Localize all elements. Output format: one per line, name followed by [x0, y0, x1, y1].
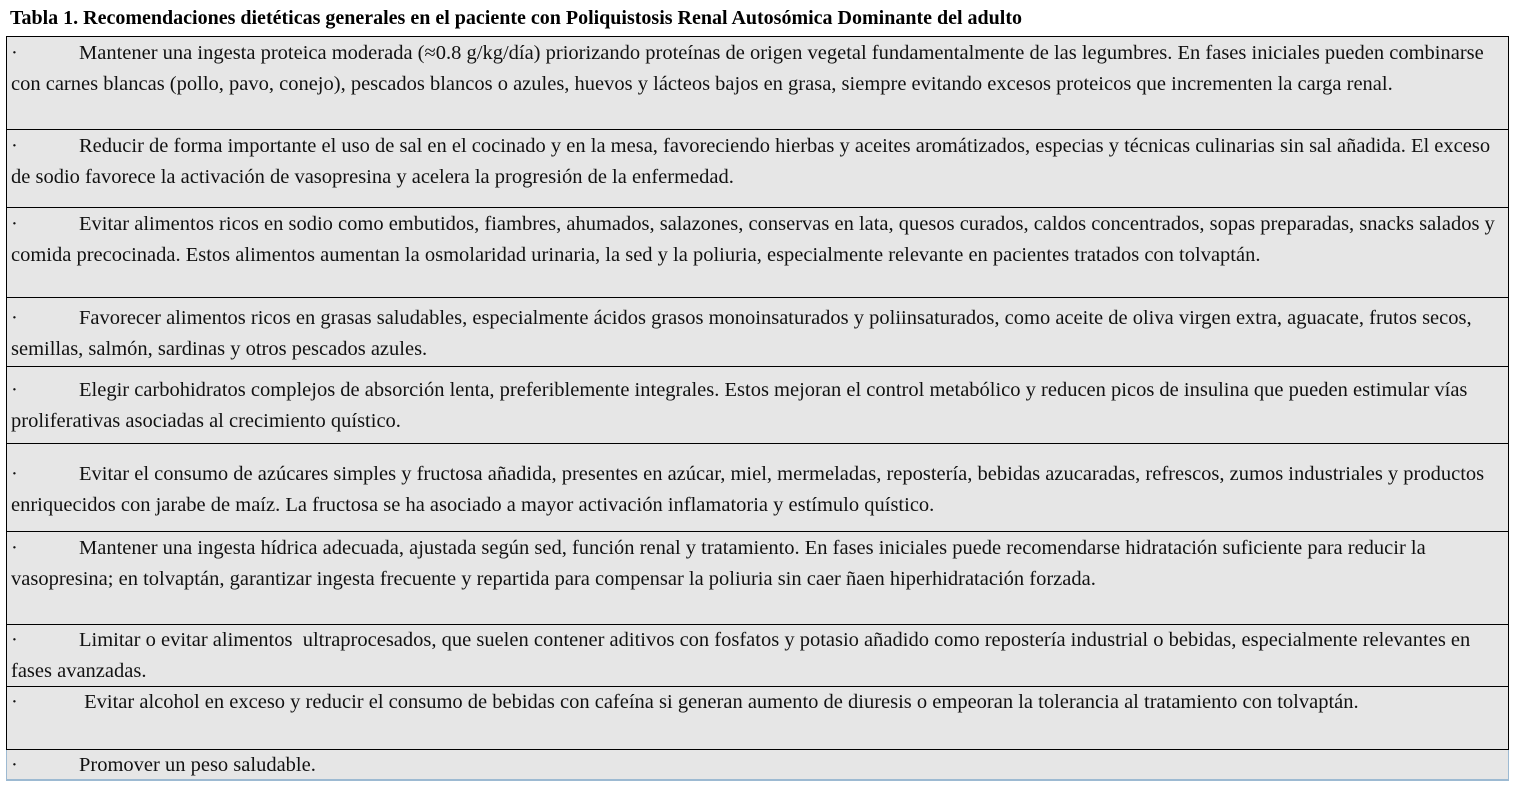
- bullet: ·: [11, 379, 18, 401]
- bullet: ·: [11, 537, 18, 559]
- row-text: Evitar alimentos ricos en sodio como embutidos, fiambres, ahumados, salazones, conservas en lata, quesos curados, caldos concentrados, sopas preparadas, snacks salados y comida precocinada. Estos alimentos aumentan la osmolaridad urinaria, la sed y la poliuria, especialmente relevante en pacientes tratados con tolvaptán.: [11, 213, 1495, 266]
- table-row: [6, 687, 1509, 750]
- row-text: Favorecer alimentos ricos en grasas saludables, especialmente ácidos grasos monoinsaturados y poliinsaturados, como aceite de oliva virgen extra, aguacate, frutos secos, semillas, salmón, sardinas y otros pescados azules.: [11, 307, 1472, 360]
- table-row: [6, 37, 1509, 130]
- table-row: [6, 532, 1509, 625]
- row-text: Elegir carbohidratos complejos de absorción lenta, preferiblemente integrales. Estos mejoran el control metabólico y reducen picos de insulina que pueden estimular vías proliferativas asociadas al crecimiento quístico.: [11, 379, 1468, 432]
- table-row: [6, 298, 1509, 367]
- table-row: [6, 750, 1509, 781]
- table-row: [6, 130, 1509, 208]
- row-text: Mantener una ingesta proteica moderada (≈0.8 g/kg/día) priorizando proteínas de origen vegetal fundamentalmente de las legumbres. En fases iniciales pueden combinarse con carnes blancas (pollo, pavo, conejo), pescados blancos o azules, huevos y lácteos bajos en grasa, siempre evitando excesos proteicos que incrementen la carga renal.: [11, 42, 1484, 95]
- recommendations-table: [6, 36, 1509, 781]
- row-text: Mantener una ingesta hídrica adecuada, ajustada según sed, función renal y tratamiento. En fases iniciales puede recomendarse hidratación suficiente para reducir la vasopresina; en tolvaptán, garantizar ingesta frecuente y repartida para compensar la poliuria sin caer ñaen hiperhidratación forzada.: [11, 537, 1426, 590]
- bullet: ·: [11, 135, 18, 157]
- row-text: Promover un peso saludable.: [79, 754, 316, 776]
- bullet: ·: [11, 691, 18, 713]
- bullet: ·: [11, 629, 18, 651]
- table-row: [6, 208, 1509, 298]
- bullet: ·: [11, 754, 18, 776]
- bullet: ·: [11, 213, 18, 235]
- table-row: [6, 625, 1509, 687]
- row-text: Reducir de forma importante el uso de sal en el cocinado y en la mesa, favoreciendo hierbas y aceites aromátizados, especias y técnicas culinarias sin sal añadida. El exceso de sodio favorece la activación de vasopresina y acelera la progresión de la enfermedad.: [11, 135, 1491, 188]
- table-row: [6, 367, 1509, 444]
- row-text: Evitar alcohol en exceso y reducir el consumo de bebidas con cafeína si generan aumento de diuresis o empeoran la tolerancia al tratamiento con tolvaptán.: [79, 691, 1359, 713]
- bullet: ·: [11, 42, 18, 64]
- table-title: Tabla 1. Recomendaciones dietéticas generales en el paciente con Poliquistosis Renal Autosómica Dominante del adulto: [10, 7, 1023, 29]
- table-row: [6, 444, 1509, 532]
- bullet: ·: [11, 307, 18, 329]
- row-text: Limitar o evitar alimentos ultraprocesados, que suelen contener aditivos con fosfatos y potasio añadido como repostería industrial o bebidas, especialmente relevantes en fases avanzadas.: [11, 629, 1476, 682]
- row-text: Evitar el consumo de azúcares simples y fructosa añadida, presentes en azúcar, miel, mermeladas, repostería, bebidas azucaradas, refrescos, zumos industriales y productos enriquecidos con jarabe de maíz. La fructosa se ha asociado a mayor activación inflamatoria y estímulo quístico.: [11, 463, 1485, 516]
- bullet: ·: [11, 463, 18, 485]
